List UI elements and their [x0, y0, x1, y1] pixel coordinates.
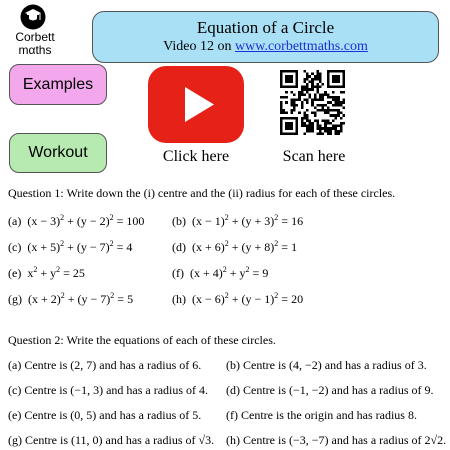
- exponent: 2: [60, 239, 65, 248]
- exponent: 2: [274, 213, 279, 222]
- q2-item-f: (f) Centre is the origin and has radius 8.: [226, 408, 417, 422]
- equation-term: + y: [37, 266, 57, 280]
- exponent: 2: [33, 265, 38, 274]
- equation-term: = 5: [114, 292, 134, 306]
- item-label: (h): [172, 292, 192, 306]
- item-label: (a): [8, 214, 28, 228]
- equation-term: (x − 1): [192, 214, 225, 228]
- q1-item-g: [8, 292, 133, 306]
- title-box: [92, 11, 439, 63]
- exponent: 2: [245, 265, 250, 274]
- q1-item-a: [8, 214, 144, 228]
- exponent: 2: [109, 239, 114, 248]
- exponent: 2: [274, 291, 279, 300]
- equation-term: + (y − 7): [64, 240, 110, 254]
- exponent: 2: [224, 239, 229, 248]
- page-title: Equation of a Circle: [196, 18, 335, 37]
- equation-term: (x − 3): [27, 214, 61, 228]
- q1-item-b: [172, 214, 303, 228]
- qr-code-icon: [280, 70, 345, 135]
- q1-item-h: [172, 292, 303, 306]
- q1-item-f: [172, 266, 268, 280]
- equation-term: = 20: [278, 292, 304, 306]
- q2-item-d: (d) Centre is (−1, −2) and has a radius of 9.: [226, 383, 434, 397]
- equation-term: + (y − 2): [64, 214, 110, 228]
- equation-term: + y: [226, 266, 246, 280]
- youtube-play-icon[interactable]: [148, 66, 244, 143]
- q1-item-c: [8, 240, 132, 254]
- q1-item-d: [172, 240, 297, 254]
- equation-term: = 25: [60, 266, 85, 280]
- corbett-logo: [4, 4, 66, 66]
- equation-term: + (y + 3): [228, 214, 275, 228]
- equation-term: (x + 5): [27, 240, 61, 254]
- equation-term: = 1: [278, 240, 298, 254]
- examples-button[interactable]: Examples: [9, 64, 107, 105]
- exponent: 2: [60, 213, 65, 222]
- equation-term: (x + 6): [192, 240, 225, 254]
- item-label: (c): [8, 240, 28, 254]
- item-label: (d): [172, 240, 192, 254]
- q2-item-c: (c) Centre is (−1, 3) and has a radius of 4.: [8, 383, 209, 397]
- item-label: (f): [172, 266, 190, 280]
- workout-button[interactable]: Workout: [9, 133, 107, 173]
- exponent: 2: [56, 265, 61, 274]
- video-prefix: Video 12 on: [163, 39, 236, 54]
- logo-word-1: Corbett: [15, 30, 55, 44]
- exponent: 2: [274, 239, 279, 248]
- item-label: (e): [8, 266, 28, 280]
- item-label: (g): [8, 292, 28, 306]
- equation-term: (x + 4): [190, 266, 223, 280]
- equation-term: (x − 6): [192, 292, 225, 306]
- equation-term: = 100: [113, 214, 145, 228]
- q2-item-h: (h) Centre is (−3, −7) and has a radius of 2√2.: [226, 433, 447, 447]
- click-here-label[interactable]: Click here: [162, 148, 230, 165]
- equation-term: + (y + 8): [228, 240, 275, 254]
- exponent: 2: [224, 291, 229, 300]
- corbett-logo-icon: [20, 4, 46, 30]
- q2-item-e: (e) Centre is (0, 5) and has a radius of 5.: [8, 408, 202, 422]
- q2-item-g: (g) Centre is (11, 0) and has a radius of √3.: [8, 433, 215, 447]
- logo-word-2: mαths: [18, 43, 52, 57]
- q2-item-b: (b) Centre is (4, −2) and has a radius of 3.: [226, 358, 427, 372]
- exponent: 2: [224, 213, 229, 222]
- exponent: 2: [109, 213, 114, 222]
- scan-here-label: Scan here: [282, 148, 346, 165]
- equation-term: (x + 2): [28, 292, 61, 306]
- q1-item-e: [8, 266, 85, 280]
- item-label: (b): [172, 214, 192, 228]
- question-2-prompt: Question 2: Write the equations of each of these circles.: [8, 333, 276, 347]
- website-link[interactable]: www.corbettmaths.com: [235, 39, 368, 54]
- equation-term: + (y − 1): [228, 292, 275, 306]
- equation-term: = 9: [249, 266, 269, 280]
- equation-term: = 4: [113, 240, 133, 254]
- equation-term: x: [27, 266, 34, 280]
- question-1-prompt: Question 1: Write down the (i) centre and the (ii) radius for each of these circles.: [8, 186, 396, 200]
- exponent: 2: [222, 265, 227, 274]
- equation-term: = 16: [278, 214, 304, 228]
- exponent: 2: [60, 291, 65, 300]
- q2-item-a: (a) Centre is (2, 7) and has a radius of 6.: [8, 358, 202, 372]
- video-reference: [93, 38, 438, 56]
- equation-term: + (y − 7): [64, 292, 111, 306]
- exponent: 2: [110, 291, 115, 300]
